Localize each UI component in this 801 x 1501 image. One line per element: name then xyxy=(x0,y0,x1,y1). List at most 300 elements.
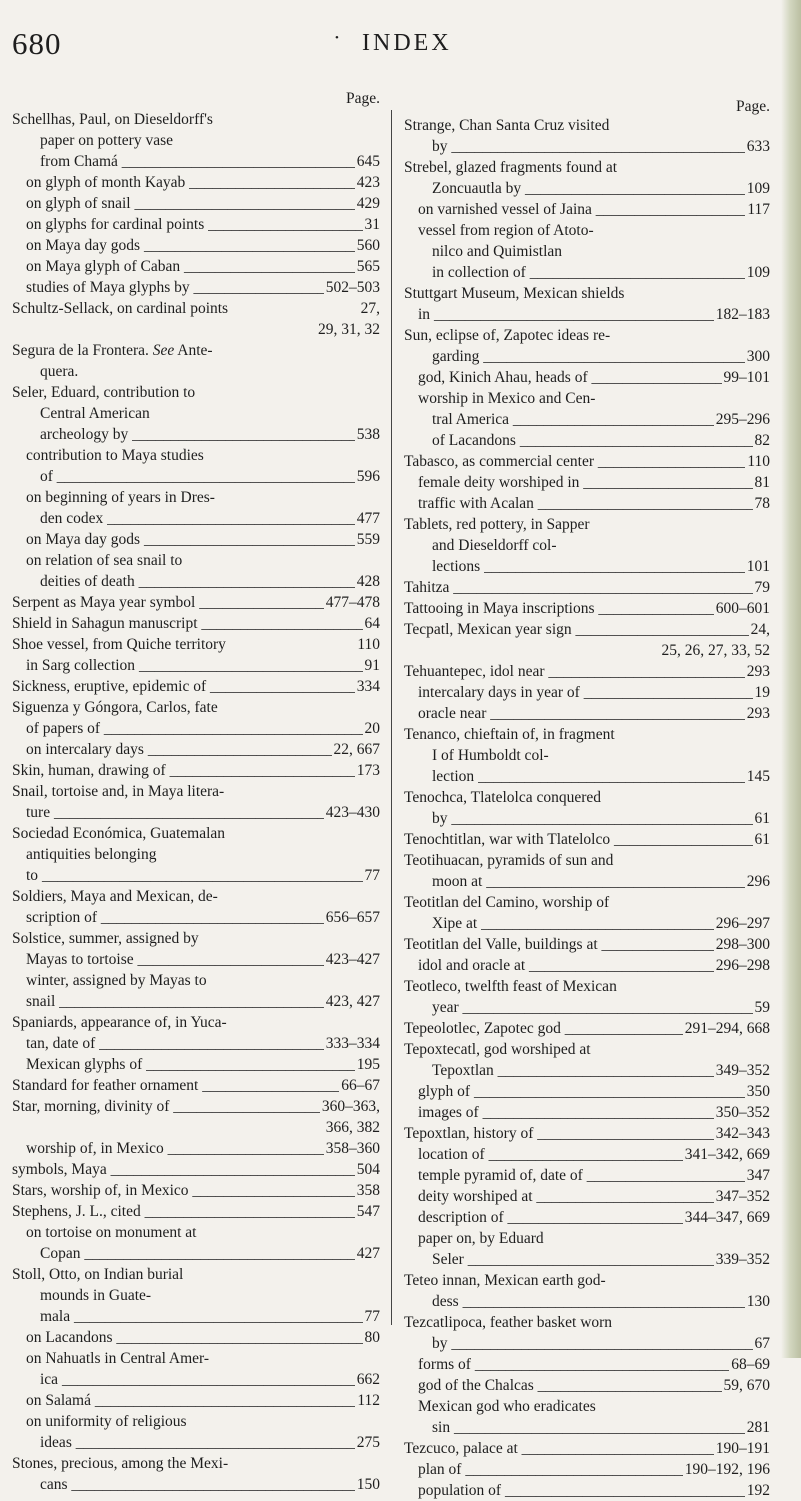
entry-page-ref: 24, xyxy=(750,621,770,638)
entry-text: in Sarg collection _____ xyxy=(12,655,380,676)
entry-list xyxy=(404,115,770,1501)
entry-page-ref: 99–101 xyxy=(723,369,770,386)
index-entry-line xyxy=(12,130,380,151)
entry-text: lection _____ xyxy=(404,766,770,787)
entry-text: on intercalary days _____ xyxy=(12,739,380,760)
entry-page-ref: 423–427 xyxy=(325,951,380,968)
entry-page-ref: 281 xyxy=(746,1419,770,1436)
index-entry-line xyxy=(404,1312,770,1333)
entry-text: Strange, Chan Santa Cruz visited xyxy=(404,117,610,134)
index-entry-line xyxy=(12,235,380,256)
page-edge-shading xyxy=(781,0,801,1358)
entry-page-ref: 109 xyxy=(746,180,770,197)
entry-text: Schultz-Sellack, on cardinal points xyxy=(12,300,229,317)
entry-text: plan of _____ xyxy=(404,1459,770,1480)
entry-text: winter, assigned by Mayas to xyxy=(26,972,207,989)
entry-page-ref: 296 xyxy=(746,873,770,890)
entry-text: Stoll, Otto, on Indian burial xyxy=(12,1266,184,1283)
entry-text: Tepeolotlec, Zapotec god _____ xyxy=(404,1018,770,1039)
index-entry-line xyxy=(12,445,380,466)
entry-page-ref: 358 xyxy=(356,1182,380,1199)
entry-text: on glyph of month Kayab _____ xyxy=(12,172,380,193)
entry-text: on glyph of snail _____ xyxy=(12,193,380,214)
entry-text: Tecpatl, Mexican year sign _____ xyxy=(404,619,770,640)
index-entry-line xyxy=(12,1348,380,1369)
index-entry-line xyxy=(404,619,770,640)
index-entry-line xyxy=(404,850,770,871)
entry-page-ref: 429 xyxy=(356,195,380,212)
index-entry-line xyxy=(12,1054,380,1075)
entry-page-ref: 192 xyxy=(746,1482,770,1499)
entry-text: oracle near _____ xyxy=(404,703,770,724)
entry-page-ref: 22, 667 xyxy=(333,741,380,758)
index-entry-line xyxy=(12,991,380,1012)
entry-page-ref: 645 xyxy=(356,153,380,170)
index-entry-line xyxy=(12,1012,380,1033)
entry-page-ref: 504 xyxy=(356,1161,380,1178)
index-entry-line xyxy=(12,256,380,277)
entry-text: ideas _____ xyxy=(12,1432,380,1453)
entry-text: quera. xyxy=(40,363,79,380)
entry-text: worship in Mexico and Cen- xyxy=(418,390,596,407)
entry-text: paper on pottery vase xyxy=(40,132,173,149)
entry-text: on Nahuatls in Central Amer- xyxy=(26,1350,210,1367)
entry-page-ref: 182–183 xyxy=(715,306,770,323)
index-entry-line xyxy=(404,1186,770,1207)
running-head: INDEX xyxy=(362,30,452,56)
index-entry-line xyxy=(12,1075,380,1096)
entry-page-ref: 27, xyxy=(360,300,380,317)
entry-text: Shield in Sahagun manuscript _____ xyxy=(12,613,380,634)
index-entry-line xyxy=(404,1144,770,1165)
entry-page-ref: 559 xyxy=(356,531,380,548)
index-entry-line xyxy=(12,676,380,697)
index-entry-line xyxy=(404,682,770,703)
entry-text: Spaniards, appearance of, in Yuca- xyxy=(12,1014,227,1031)
entry-text: of Lacandons _____ xyxy=(404,430,770,451)
entry-text: Skin, human, drawing of _____ xyxy=(12,760,380,781)
entry-text: Teotihuacan, pyramids of sun and xyxy=(404,852,614,869)
index-entry-line xyxy=(404,1291,770,1312)
entry-text: scription of _____ xyxy=(12,907,380,928)
entry-page-ref: 300 xyxy=(746,348,770,365)
entry-text: on uniformity of religious xyxy=(26,1413,187,1430)
entry-text: traffic with Acalan _____ xyxy=(404,493,770,514)
entry-page-ref: 79 xyxy=(754,579,770,596)
entry-page-ref: 110 xyxy=(357,636,380,653)
entry-page-ref: 82 xyxy=(754,432,770,449)
see-reference: See xyxy=(152,342,175,359)
entry-text: paper on, by Eduard xyxy=(418,1230,544,1247)
index-entry-line xyxy=(12,697,380,718)
entry-text: Standard for feather ornament _____ xyxy=(12,1075,380,1096)
index-entry-line xyxy=(12,1369,380,1390)
index-entry-line xyxy=(404,1060,770,1081)
index-entry-line xyxy=(12,382,380,403)
index-entry-line xyxy=(404,157,770,178)
entry-page-ref: 560 xyxy=(356,237,380,254)
entry-page-ref: 296–298 xyxy=(715,957,770,974)
index-entry-line xyxy=(12,487,380,508)
index-entry-line xyxy=(404,451,770,472)
entry-text: by _____ xyxy=(404,1333,770,1354)
index-entry-line xyxy=(404,1165,770,1186)
entry-text: Sociedad Económica, Guatemalan xyxy=(12,825,226,842)
entry-page-ref: 61 xyxy=(754,831,770,848)
entry-text: Sickness, eruptive, epidemic of _____ xyxy=(12,676,380,697)
index-entry-line xyxy=(12,172,380,193)
index-entry-line xyxy=(12,1096,380,1117)
entry-page-ref: 547 xyxy=(356,1203,380,1220)
entry-text: Tezcatlipoca, feather basket worn xyxy=(404,1314,613,1331)
entry-page-ref: 195 xyxy=(356,1056,380,1073)
index-entry-line xyxy=(12,1243,380,1264)
entry-text: to _____ xyxy=(12,865,380,886)
index-entry-line xyxy=(12,655,380,676)
index-entry-line xyxy=(12,886,380,907)
index-entry-line xyxy=(12,1285,380,1306)
index-entry-line xyxy=(404,367,770,388)
index-entry-line xyxy=(404,661,770,682)
entry-text: on Maya day gods _____ xyxy=(12,235,380,256)
index-entry-line xyxy=(12,319,380,340)
index-entry-line xyxy=(12,1159,380,1180)
entry-text: symbols, Maya _____ xyxy=(12,1159,380,1180)
index-entry-line xyxy=(404,241,770,262)
index-entry-line xyxy=(404,430,770,451)
entry-text: description of _____ xyxy=(404,1207,770,1228)
index-entry-line xyxy=(12,361,380,382)
entry-text: on relation of sea snail to xyxy=(26,552,183,569)
entry-page-ref: 150 xyxy=(356,1476,380,1493)
entry-page-ref: 347 xyxy=(746,1167,770,1184)
entry-text: female deity worshiped in _____ xyxy=(404,472,770,493)
entry-text: of papers of _____ xyxy=(12,718,380,739)
entry-page-ref: 565 xyxy=(356,258,380,275)
index-entry-line xyxy=(404,1249,770,1270)
index-entry-line xyxy=(12,634,380,655)
entry-text: location of _____ xyxy=(404,1144,770,1165)
entry-text: and Dieseldorff col- xyxy=(432,537,557,554)
entry-page-ref: 77 xyxy=(364,867,380,884)
index-entry-line xyxy=(404,220,770,241)
index-entry-line xyxy=(404,640,770,661)
index-entry-line xyxy=(12,298,380,319)
index-entry-line xyxy=(404,598,770,619)
entry-text: tan, date of _____ xyxy=(12,1033,380,1054)
entry-page-ref: 656–657 xyxy=(325,909,380,926)
index-entry-line xyxy=(12,571,380,592)
entry-text: dess _____ xyxy=(404,1291,770,1312)
entry-page-ref: 275 xyxy=(356,1434,380,1451)
page-number: 680 xyxy=(12,26,62,61)
index-entry-line xyxy=(404,1396,770,1417)
index-entry-line xyxy=(12,949,380,970)
index-column-right xyxy=(404,88,770,1501)
entry-text: Teteo innan, Mexican earth god- xyxy=(404,1272,606,1289)
entry-text: on Salamá _____ xyxy=(12,1390,380,1411)
index-entry-line xyxy=(404,136,770,157)
entry-text: god of the Chalcas _____ xyxy=(404,1375,770,1396)
entry-text: worship of, in Mexico _____ xyxy=(12,1138,380,1159)
entry-page-ref: 130 xyxy=(746,1293,770,1310)
entry-text: tral America _____ xyxy=(404,409,770,430)
index-entry-line xyxy=(404,703,770,724)
entry-text: on tortoise on monument at xyxy=(26,1224,197,1241)
entry-text: deity worshiped at _____ xyxy=(404,1186,770,1207)
entry-page-ref: 538 xyxy=(356,426,380,443)
entry-text: contribution to Maya studies xyxy=(26,447,204,464)
index-entry-line xyxy=(404,829,770,850)
entry-page-ref: 293 xyxy=(746,663,770,680)
entry-text: I of Humboldt col- xyxy=(432,747,549,764)
entry-text: on varnished vessel of Jaina _____ xyxy=(404,199,770,220)
entry-page-ref: 428 xyxy=(356,573,380,590)
entry-text: Tahitza _____ xyxy=(404,577,770,598)
entry-text: Siguenza y Góngora, Carlos, fate xyxy=(12,699,218,716)
entry-text: on beginning of years in Dres- xyxy=(26,489,215,506)
entry-page-ref: 19 xyxy=(754,684,770,701)
index-entry-line xyxy=(12,529,380,550)
entry-text: garding _____ xyxy=(404,346,770,367)
entry-text: on Lacandons _____ xyxy=(12,1327,380,1348)
entry-page-ref: 596 xyxy=(356,468,380,485)
entry-text: Shoe vessel, from Quiche territory xyxy=(12,636,226,653)
index-entry-line xyxy=(404,535,770,556)
entry-page-ref: 427 xyxy=(356,1245,380,1262)
index-entry-line xyxy=(404,472,770,493)
entry-text: Zoncuautla by _____ xyxy=(404,178,770,199)
index-entry-line xyxy=(12,970,380,991)
entry-text: from Chamá _____ xyxy=(12,151,380,172)
entry-text: vessel from region of Atoto- xyxy=(418,222,594,239)
entry-page-ref: 347–352 xyxy=(715,1188,770,1205)
entry-text: glyph of _____ xyxy=(404,1081,770,1102)
entry-text: ture _____ xyxy=(12,802,380,823)
entry-page-ref: 78 xyxy=(754,495,770,512)
entry-page-ref: 349–352 xyxy=(715,1062,770,1079)
index-entry-line xyxy=(12,1138,380,1159)
entry-page-ref: 91 xyxy=(364,657,380,674)
index-entry-line xyxy=(404,115,770,136)
index-entry-line xyxy=(404,1270,770,1291)
index-entry-line xyxy=(12,1453,380,1474)
index-entry-line xyxy=(404,283,770,304)
index-entry-line xyxy=(12,1390,380,1411)
entry-text: population of _____ xyxy=(404,1480,770,1501)
index-entry-line xyxy=(404,913,770,934)
index-entry-line xyxy=(404,1102,770,1123)
index-entry-line xyxy=(12,1180,380,1201)
entry-text: mounds in Guate- xyxy=(40,1287,152,1304)
entry-text: in collection of _____ xyxy=(404,262,770,283)
index-entry-line xyxy=(12,1306,380,1327)
index-entry-line xyxy=(404,556,770,577)
entry-text: nilco and Quimistlan xyxy=(432,243,563,260)
entry-text: Star, morning, divinity of _____ xyxy=(12,1096,380,1117)
entry-page-ref: 502–503 xyxy=(325,279,380,296)
index-entry-line xyxy=(404,1333,770,1354)
index-entry-line xyxy=(12,193,380,214)
entry-page-ref: 423–430 xyxy=(325,804,380,821)
entry-text: Tablets, red pottery, in Sapper xyxy=(404,516,590,533)
entry-page-ref: 633 xyxy=(746,138,770,155)
index-entry-line xyxy=(404,1039,770,1060)
index-entry-line xyxy=(404,997,770,1018)
entry-text: Serpent as Maya year symbol _____ xyxy=(12,592,380,613)
entry-page-ref: 342–343 xyxy=(715,1125,770,1142)
entry-text: Tabasco, as commercial center _____ xyxy=(404,451,770,472)
entry-text: Seler, Eduard, contribution to xyxy=(12,384,196,401)
entry-page-ref: 59, 670 xyxy=(723,1377,770,1394)
index-entry-line xyxy=(404,892,770,913)
index-entry-line xyxy=(12,340,380,361)
index-entry-line xyxy=(12,613,380,634)
entry-text: cans _____ xyxy=(12,1474,380,1495)
entry-text: Mexican glyphs of _____ xyxy=(12,1054,380,1075)
entry-page-ref: 190–192, 196 xyxy=(684,1461,770,1478)
entry-page-ref: 333–334 xyxy=(325,1035,380,1052)
entry-page-ref: 293 xyxy=(746,705,770,722)
index-entry-line xyxy=(12,109,380,130)
index-entry-line xyxy=(404,1480,770,1501)
index-entry-line xyxy=(12,718,380,739)
entry-text: ica _____ xyxy=(12,1369,380,1390)
entry-text: forms of _____ xyxy=(404,1354,770,1375)
entry-text: Tepoxtlan, history of _____ xyxy=(404,1123,770,1144)
entry-text: sin _____ xyxy=(404,1417,770,1438)
index-entry-line xyxy=(404,787,770,808)
entry-text: Solstice, summer, assigned by xyxy=(12,930,199,947)
entry-text: images of _____ xyxy=(404,1102,770,1123)
entry-text: Sun, eclipse of, Zapotec ideas re- xyxy=(404,327,611,344)
index-entry-line xyxy=(404,577,770,598)
entry-page-ref: 423, 427 xyxy=(325,993,380,1010)
index-entry-line xyxy=(12,592,380,613)
entry-page-ref: 29, 31, 32 xyxy=(318,321,380,338)
entry-text: Stephens, J. L., cited _____ xyxy=(12,1201,380,1222)
entry-text: Soldiers, Maya and Mexican, de- xyxy=(12,888,218,905)
entry-text: lections _____ xyxy=(404,556,770,577)
index-entry-line xyxy=(404,493,770,514)
entry-page-ref: 350 xyxy=(746,1083,770,1100)
entry-text: Schellhas, Paul, on Dieseldorff's xyxy=(12,111,213,128)
entry-text: mala _____ xyxy=(12,1306,380,1327)
index-entry-line xyxy=(12,739,380,760)
entry-text: Snail, tortoise and, in Maya litera- xyxy=(12,783,225,800)
index-entry-line xyxy=(12,1474,380,1495)
index-entry-line xyxy=(404,1018,770,1039)
index-entry-line xyxy=(12,151,380,172)
entry-text: on Maya glyph of Caban _____ xyxy=(12,256,380,277)
entry-text: snail _____ xyxy=(12,991,380,1012)
index-entry-line xyxy=(12,214,380,235)
index-entry-line xyxy=(404,934,770,955)
index-column-left xyxy=(12,88,380,1495)
entry-page-ref: 477–478 xyxy=(325,594,380,611)
entry-page-ref: 145 xyxy=(746,768,770,785)
index-entry-line xyxy=(12,781,380,802)
index-entry-line xyxy=(12,760,380,781)
index-entry-line xyxy=(404,1459,770,1480)
index-entry-line xyxy=(404,871,770,892)
entry-text: Copan _____ xyxy=(12,1243,380,1264)
entry-page-ref: 339–352 xyxy=(715,1251,770,1268)
index-entry-line xyxy=(12,550,380,571)
index-entry-line xyxy=(12,907,380,928)
entry-text: temple pyramid of, date of _____ xyxy=(404,1165,770,1186)
entry-page-ref: 296–297 xyxy=(715,915,770,932)
column-heading: Page. xyxy=(735,98,770,115)
entry-page-ref: 80 xyxy=(364,1329,380,1346)
entry-list xyxy=(12,109,380,1495)
entry-text: Stones, precious, among the Mexi- xyxy=(12,1455,229,1472)
index-entry-line xyxy=(404,1354,770,1375)
index-entry-line xyxy=(404,262,770,283)
index-entry-line xyxy=(12,1117,380,1138)
entry-page-ref: 81 xyxy=(754,474,770,491)
index-entry-line xyxy=(12,1201,380,1222)
index-entry-line xyxy=(404,766,770,787)
entry-text: antiquities belonging xyxy=(26,846,157,863)
index-entry-line xyxy=(12,823,380,844)
entry-text: Mexican god who eradicates xyxy=(418,1398,596,1415)
entry-page-ref: 112 xyxy=(357,1392,380,1409)
index-entry-line xyxy=(12,928,380,949)
index-entry-line xyxy=(404,409,770,430)
entry-text: Teotitlan del Valle, buildings at _____ xyxy=(404,934,770,955)
index-entry-line xyxy=(404,745,770,766)
entry-page-ref: 298–300 xyxy=(715,936,770,953)
entry-page-ref: 66–67 xyxy=(341,1077,380,1094)
index-entry-line xyxy=(12,277,380,298)
entry-text: in _____ xyxy=(404,304,770,325)
entry-text: deities of death _____ xyxy=(12,571,380,592)
entry-text: Tehuantepec, idol near _____ xyxy=(404,661,770,682)
entry-page-ref: 173 xyxy=(356,762,380,779)
index-entry-line xyxy=(12,1327,380,1348)
entry-text: studies of Maya glyphs by _____ xyxy=(12,277,380,298)
entry-text: moon at _____ xyxy=(404,871,770,892)
entry-page-ref: 64 xyxy=(364,615,380,632)
entry-page-ref: 67 xyxy=(754,1335,770,1352)
index-entry-line xyxy=(12,403,380,424)
entry-text: archeology by _____ xyxy=(12,424,380,445)
index-entry-line xyxy=(404,724,770,745)
index-entry-line xyxy=(12,1033,380,1054)
entry-text: Tenochca, Tlatelolca conquered xyxy=(404,789,602,806)
entry-text: Xipe at _____ xyxy=(404,913,770,934)
index-entry-line xyxy=(404,325,770,346)
index-entry-line xyxy=(404,388,770,409)
index-entry-line xyxy=(12,844,380,865)
column-divider xyxy=(391,110,392,1325)
entry-text: den codex _____ xyxy=(12,508,380,529)
entry-text: Segura de la Frontera. See Ante- xyxy=(12,342,213,359)
index-entry-line xyxy=(12,1264,380,1285)
index-entry-line xyxy=(12,802,380,823)
entry-text: Strebel, glazed fragments found at xyxy=(404,159,618,176)
index-entry-line xyxy=(404,1081,770,1102)
entry-text: Tattooing in Maya inscriptions _____ xyxy=(404,598,770,619)
entry-page-ref: 61 xyxy=(754,810,770,827)
entry-text: Seler _____ xyxy=(404,1249,770,1270)
entry-text: Tezcuco, palace at _____ xyxy=(404,1438,770,1459)
entry-page-ref: 25, 26, 27, 33, 52 xyxy=(661,642,770,659)
entry-text: Teotitlan del Camino, worship of xyxy=(404,894,610,911)
index-entry-line xyxy=(404,1228,770,1249)
entry-page-ref: 109 xyxy=(746,264,770,281)
